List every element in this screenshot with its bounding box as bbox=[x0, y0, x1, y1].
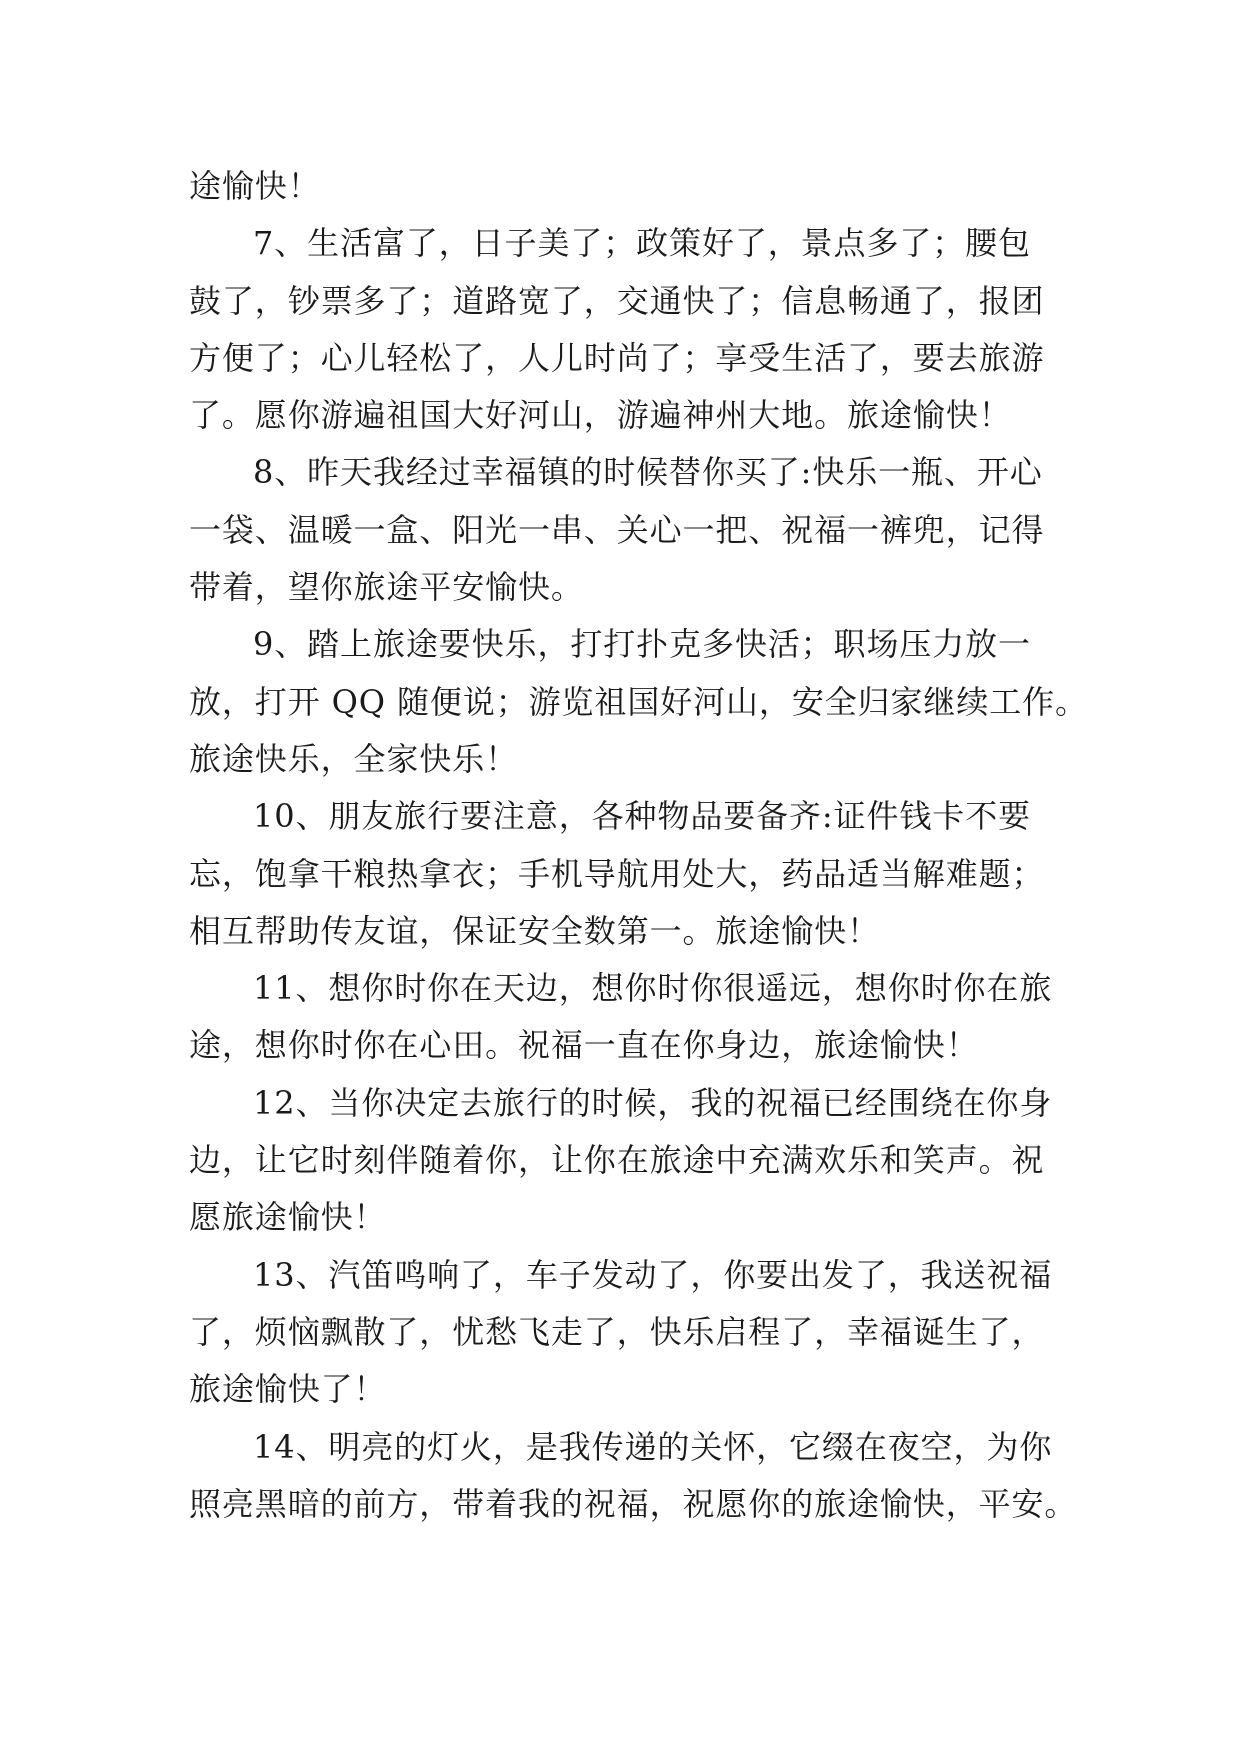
text-line: 旅途快乐，全家快乐！ bbox=[189, 739, 519, 778]
text-line: 了。愿你游遍祖国大好河山，游遍神州大地。旅途愉快！ bbox=[189, 396, 1012, 435]
text-line: 放，打开 QQ 随便说；游览祖国好河山，安全归家继续工作。 bbox=[189, 682, 1088, 721]
text-line: 相互帮助传友谊，保证安全数第一。旅途愉快！ bbox=[189, 911, 880, 950]
text-line: 途愉快！ bbox=[189, 167, 321, 205]
text-line: 12、当你决定去旅行的时候，我的祝福已经围绕在你身 bbox=[253, 1083, 1053, 1122]
text-line: 13、汽笛鸣响了，车子发动了，你要出发了，我送祝福 bbox=[253, 1255, 1053, 1294]
text-line: 7、生活富了，日子美了；政策好了，景点多了；腰包 bbox=[253, 224, 1031, 263]
text-line: 照亮黑暗的前方，带着我的祝福，祝愿你的旅途愉快，平安。 bbox=[189, 1484, 1078, 1523]
document-body bbox=[189, 158, 1088, 1533]
text-line: 愿旅途愉快！ bbox=[189, 1198, 387, 1237]
text-line: 一袋、温暖一盒、阳光一串、关心一把、祝福一裤兜，记得 bbox=[189, 510, 1045, 549]
text-line: 忘，饱拿干粮热拿衣；手机导航用处大，药品适当解难题； bbox=[189, 854, 1045, 893]
text-line: 旅途愉快了！ bbox=[189, 1370, 387, 1409]
text-line: 途，想你时你在心田。祝福一直在你身边，旅途愉快！ bbox=[189, 1026, 979, 1065]
text-line: 11、想你时你在天边，想你时你很遥远，想你时你在旅 bbox=[253, 969, 1053, 1008]
text-line: 10、朋友旅行要注意，各种物品要备齐:证件钱卡不要 bbox=[253, 797, 1032, 836]
text-line: 8、昨天我经过幸福镇的时候替你买了:快乐一瓶、开心 bbox=[253, 453, 1043, 492]
text-line: 14、明亮的灯火，是我传递的关怀，它缀在夜空，为你 bbox=[253, 1427, 1053, 1466]
text-line: 了，烦恼飘散了，忧愁飞走了，快乐启程了，幸福诞生了， bbox=[189, 1312, 1045, 1351]
text-line: 方便了；心儿轻松了，人儿时尚了；享受生活了，要去旅游 bbox=[189, 338, 1045, 377]
text-line: 带着，望你旅途平安愉快。 bbox=[189, 568, 584, 607]
text-line: 鼓了，钞票多了；道路宽了，交通快了；信息畅通了，报团 bbox=[189, 281, 1045, 320]
text-line: 9、踏上旅途要快乐，打打扑克多快活；职场压力放一 bbox=[253, 625, 1031, 664]
text-line: 边，让它时刻伴随着你，让你在旅途中充满欢乐和笑声。祝 bbox=[189, 1141, 1045, 1180]
